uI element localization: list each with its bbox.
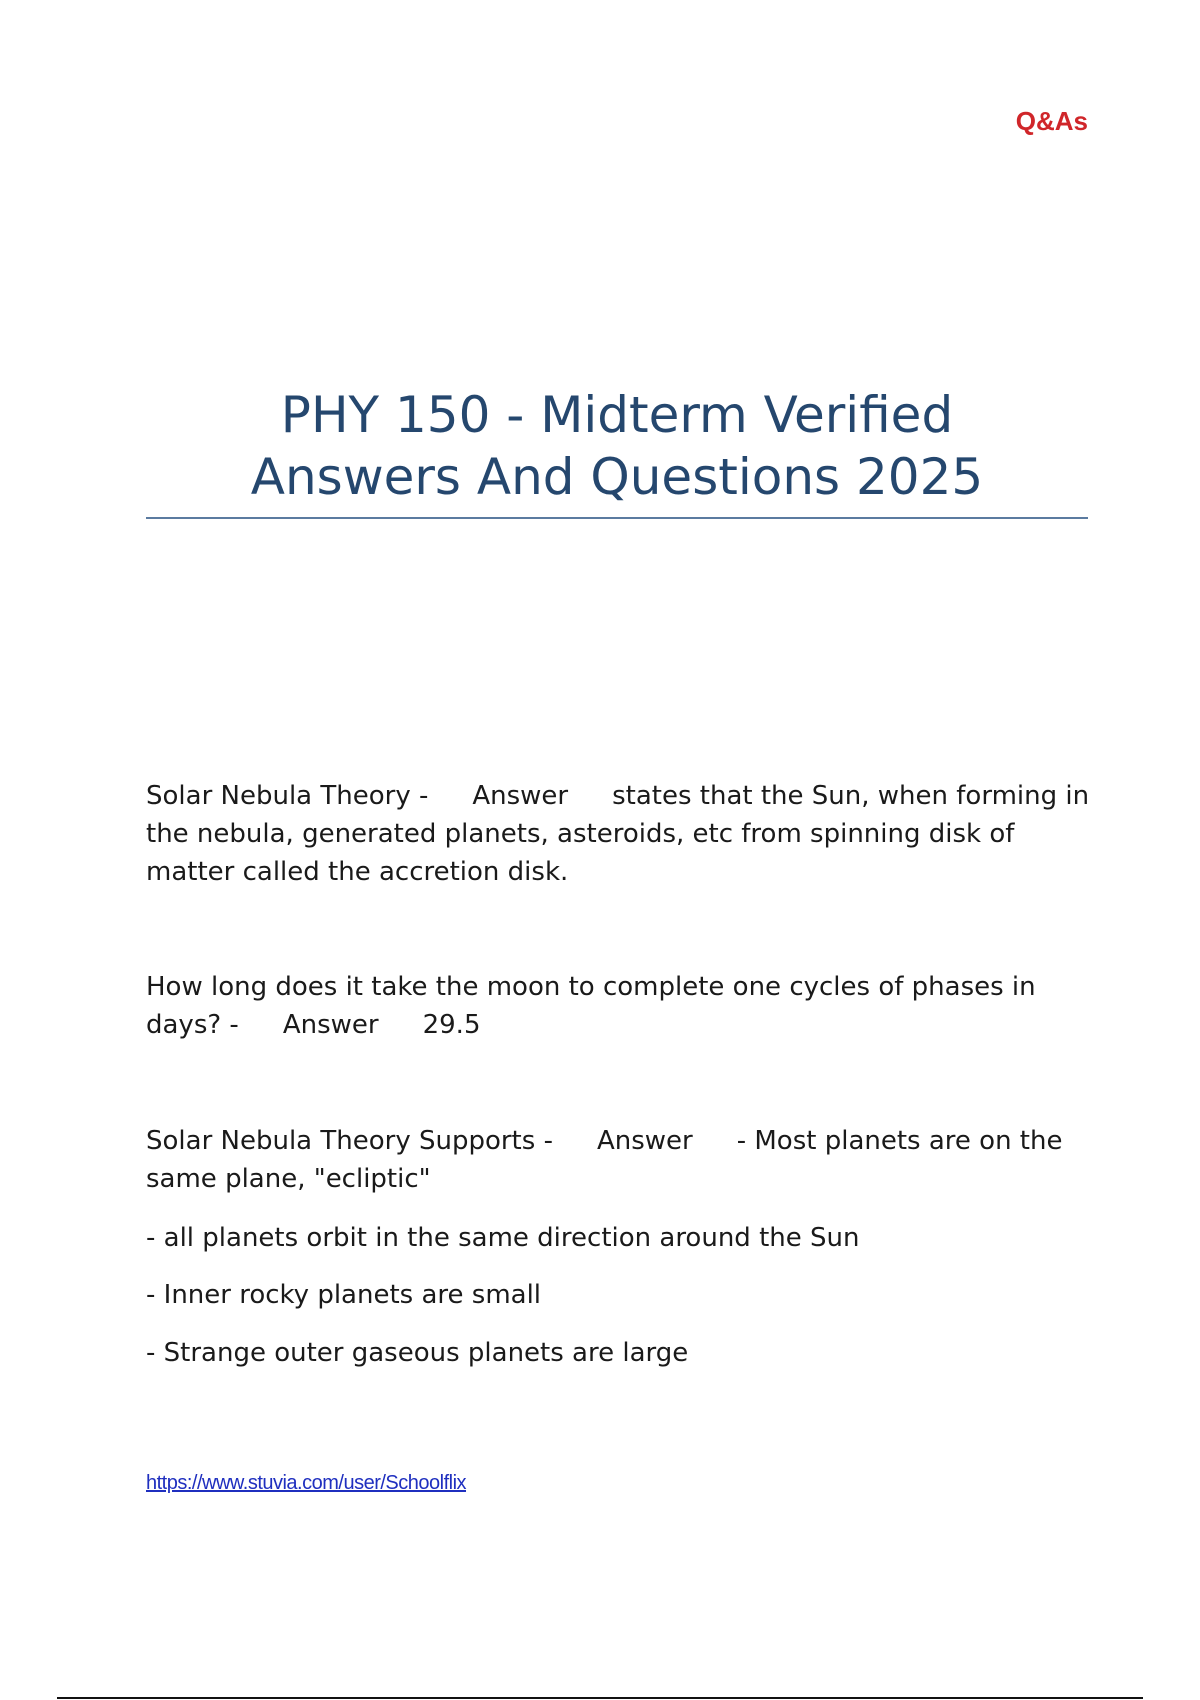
answer-point: - Inner rocky planets are small (146, 1280, 542, 1310)
title-divider (146, 517, 1088, 519)
answer: 29.5 (422, 1010, 481, 1040)
answer-label: Answer (596, 1126, 693, 1156)
answer-label: Answer (472, 781, 569, 811)
question: Solar Nebula Theory - (146, 781, 429, 811)
question: Solar Nebula Theory Supports - (146, 1126, 553, 1156)
answer: states that the Sun, when forming in the nebula, generated planets, asteroids, etc from spinning disk of matter called the accretion disk. (146, 781, 1090, 887)
answer: - Most planets are on the same plane, "ecliptic" (146, 1126, 1063, 1194)
document-title (146, 384, 1088, 508)
page-bottom-border (57, 1697, 1143, 1699)
qa-item-3 (146, 1122, 1096, 1372)
answer-point: - Strange outer gaseous planets are large (146, 1338, 689, 1368)
stuvia-link[interactable]: https://www.stuvia.com/user/Schoolflix (146, 1472, 467, 1494)
qa-item-2 (146, 968, 1096, 1044)
title-line-2: Answers And Questions 2025 (250, 448, 984, 506)
title-line-1: PHY 150 - Midterm Verified (280, 386, 954, 444)
answer-label: Answer (282, 1010, 379, 1040)
answer-point: - all planets orbit in the same direction around the Sun (146, 1223, 860, 1253)
qas-tag: Q&As (1015, 106, 1088, 136)
question: How long does it take the moon to complete one cycles of phases in days? - (146, 972, 1036, 1040)
qa-item-1 (146, 777, 1096, 891)
